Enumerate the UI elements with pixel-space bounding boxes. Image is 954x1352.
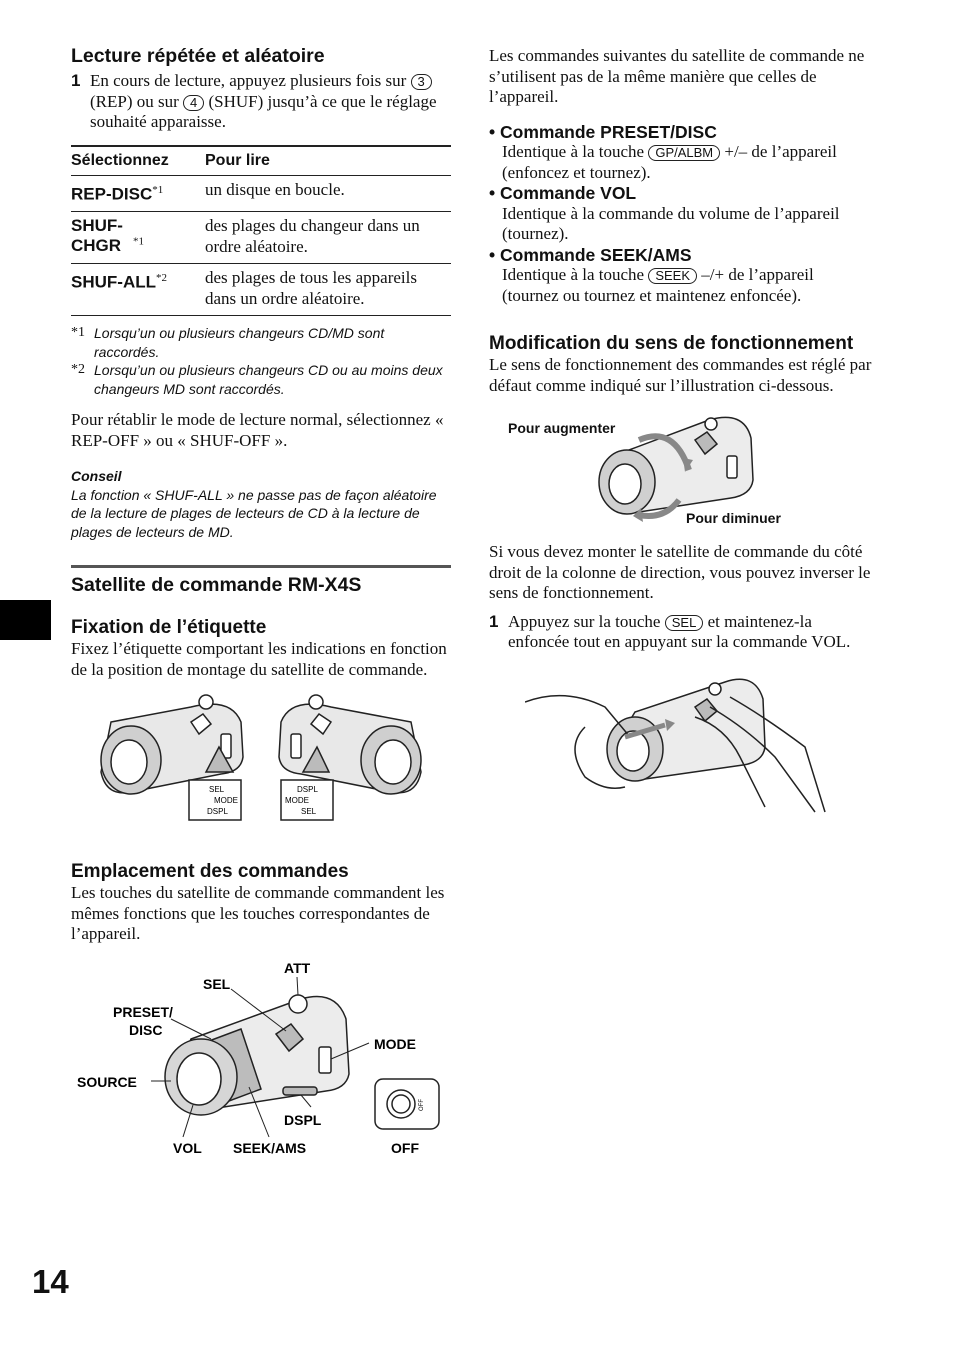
direction-text-2: Si vous devez monter le satellite de commande du côté droit de la colonne de direction, vous pouvez inverser le sens de fonctionnement. [489, 542, 871, 602]
label-attach-illustration [71, 692, 451, 832]
label-mode: MODE [374, 1035, 416, 1052]
step-text [90, 71, 451, 133]
bullet-desc-seek [489, 265, 874, 306]
step-text-b: (REP) ou sur [90, 91, 179, 111]
label-source: SOURCE [77, 1073, 137, 1090]
list-item [489, 183, 874, 245]
bullet-desc-vol: Identique à la commande du volume de l’appareil (tournez). [502, 203, 840, 243]
table-col-play: Pour lire [205, 146, 451, 176]
mode-name: SHUF-CHGR [71, 216, 123, 256]
normal-mode-text: Pour rétablir le mode de lecture normal, sélectionnez « REP-OFF » ou « SHUF-OFF ». [71, 410, 444, 450]
step-number: 1 [71, 71, 81, 90]
mode-name: REP-DISC [71, 184, 153, 204]
label-attach-text: Fixez l’étiquette comportant les indications en fonction de la position de montage du satellite de commande. [71, 639, 447, 679]
tip-title: Conseil [71, 468, 122, 485]
remote-body [165, 995, 439, 1129]
table-cell-mode [71, 264, 205, 316]
footnotes [71, 324, 451, 398]
section-rule [71, 565, 451, 568]
direction-illustration [489, 410, 874, 528]
table-row [71, 264, 451, 316]
step-number: 1 [489, 611, 499, 631]
label-b-line-2: MODE [285, 796, 309, 806]
footnote-mark: *1 [133, 235, 144, 248]
bullet-desc-a: Identique à la touche [502, 265, 645, 284]
label-preset: PRESET/ [113, 1003, 173, 1020]
label-a-line-3: DSPL [207, 807, 228, 817]
label-b-line-3: SEL [301, 807, 317, 817]
label-decrease: Pour diminuer [686, 510, 781, 526]
footnote-1-text: Lorsqu’un ou plusieurs changeurs CD/MD sont raccordés. [94, 325, 385, 360]
controls-diagram [71, 959, 451, 1159]
step-text-b: et maintenez-la enfoncée tout en appuyant sur la commande VOL. [508, 611, 851, 651]
step-text-c: (SHUF) jusqu’à ce que le réglage souhaité apparaisse. [90, 91, 437, 131]
heading-direction-change: Modification du sens de fonctionnement [489, 333, 854, 354]
label-increase: Pour augmenter [508, 420, 616, 436]
table-row [71, 176, 451, 212]
table-cell-desc: des plages de tous les appareils dans un ordre aléatoire. [205, 264, 451, 316]
key-3: 3 [411, 74, 432, 90]
label-disc: DISC [129, 1021, 163, 1038]
heading-rm-x4s: Satellite de commande RM-X4S [71, 574, 362, 597]
table-col-select: Sélectionnez [71, 146, 205, 176]
label-off-small: OFF [419, 1098, 425, 1111]
intro-text: Les commandes suivantes du satellite de commande ne s’utilisent pas de la même manière que celles de l’appareil. [489, 46, 865, 106]
bullet-desc-a: Identique à la touche [502, 142, 645, 161]
table-cell-desc: des plages du changeur dans un ordre aléatoire. [205, 212, 451, 264]
control-location-text: Les touches du satellite de commande commandent les mêmes fonctions que les touches correspondantes de l’appareil. [71, 883, 445, 944]
step-text-a: En cours de lecture, appuyez plusieurs fois sur [90, 71, 407, 90]
remote-with-hand [525, 679, 825, 812]
bullet-title-vol: • Commande VOL [489, 183, 637, 203]
step-1-reverse [489, 612, 874, 653]
footnote-2-text: Lorsqu’un ou plusieurs changeurs CD ou au moins deux changeurs MD sont raccordés. [94, 362, 443, 397]
heading-repeat-shuffle: Lecture répétée et aléatoire [71, 45, 325, 67]
bullet-desc-b: –/+ de l’appareil (tournez ou tournez et maintenez enfoncée). [502, 265, 814, 305]
bullet-desc-b: +/– de l’appareil (enfoncez et tournez). [502, 142, 837, 182]
list-item [489, 122, 874, 184]
tip-text: La fonction « SHUF-ALL » ne passe pas de façon aléatoire de la lecture de plages de lecteurs de CD à la lecture de plages de lecteurs de MD. [71, 486, 437, 540]
step-text [508, 612, 874, 653]
control-bullet-list [489, 122, 874, 307]
label-att: ATT [284, 959, 311, 976]
footnote-1 [71, 324, 451, 361]
table-cell-mode [71, 212, 205, 264]
footnote-1-mark: *1 [71, 325, 85, 341]
label-a-line-2: MODE [214, 796, 238, 806]
key-gp-albm: GP/ALBM [648, 145, 720, 161]
label-a-line-1: SEL [209, 785, 225, 795]
direction-text: Le sens de fonctionnement des commandes est réglé par défaut comme indiqué sur l’illustration ci-dessous. [489, 355, 872, 395]
play-mode-table [71, 145, 451, 317]
footnote-mark: *1 [152, 184, 164, 196]
page-number: 14 [32, 1263, 69, 1300]
section-tab-marker [0, 600, 51, 640]
step-1-repeat [71, 71, 451, 133]
step-text-a: Appuyez sur la touche [508, 611, 661, 631]
table-cell-mode [71, 176, 205, 212]
tip-block [71, 467, 451, 541]
label-off: OFF [391, 1139, 419, 1156]
right-column [489, 42, 874, 817]
footnote-2 [71, 361, 451, 398]
heading-control-location: Emplacement des commandes [71, 861, 349, 883]
footnote-mark: *2 [155, 272, 167, 285]
key-seek: SEEK [648, 268, 697, 284]
list-item [489, 245, 874, 307]
label-seek-ams: SEEK/AMS [233, 1139, 307, 1156]
table-header-row [71, 146, 451, 176]
mode-name: SHUF-ALL [71, 272, 156, 292]
bullet-title-seek: • Commande SEEK/AMS [489, 244, 692, 265]
table-cell-desc: un disque en boucle. [205, 176, 451, 212]
bullet-title-preset: • Commande PRESET/DISC [489, 121, 717, 142]
label-sel: SEL [203, 975, 231, 992]
bullet-desc-preset [489, 142, 874, 183]
label-b-line-1: DSPL [297, 785, 318, 795]
label-vol: VOL [173, 1139, 202, 1156]
knob-rotation-drawing [489, 410, 874, 528]
table-row [71, 212, 451, 264]
key-sel: SEL [665, 615, 704, 631]
footnote-2-mark: *2 [71, 362, 85, 378]
key-4: 4 [183, 95, 204, 111]
heading-label-attach: Fixation de l’étiquette [71, 617, 267, 639]
label-dspl: DSPL [284, 1111, 322, 1128]
hand-press-illustration [525, 667, 855, 817]
left-column [71, 42, 451, 1159]
